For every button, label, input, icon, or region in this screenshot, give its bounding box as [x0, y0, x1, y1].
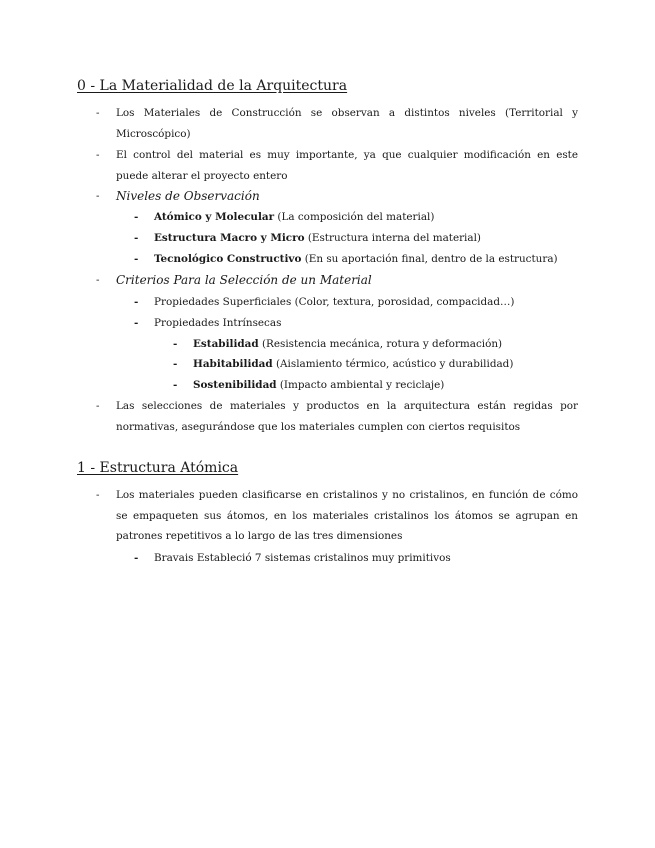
sub-sub-bullet-item: - Estabilidad (Resistencia mecánica, rotura y deformación) [193, 334, 502, 355]
sub-bullet-item: - Estructura Macro y Micro (Estructura interna del material) [154, 228, 481, 249]
bullet-dash: - [96, 190, 100, 202]
bullet-dash: - [173, 358, 178, 370]
bullet-item: - El control del material es muy importante, ya que cualquier modificación en este puede alterar el proyecto entero [116, 145, 578, 186]
sub-bullet-item: - Propiedades Intrínsecas [154, 313, 281, 334]
bullet-item: - Los materiales pueden clasificarse en cristalinos y no cristalinos, en función de cómo se empaqueten sus átomos, en los materiales cristalinos los átomos se agrupan en patrones repetitivos a lo largo de las tres dimensiones [116, 485, 578, 547]
sub-bullet-item: - Atómico y Molecular (La composición del material) [154, 207, 434, 228]
sub-bullet-item: - Tecnológico Constructivo (En su aportación final, dentro de la estructura) [154, 249, 558, 270]
section-0-heading: 0 - La Materialidad de la Arquitectura [77, 78, 348, 94]
bullet-dash: - [134, 211, 139, 223]
bullet-dash: - [134, 296, 139, 308]
bullet-item: - Criterios Para la Selección de un Material [116, 270, 372, 292]
bullet-item: - Los Materiales de Construcción se observan a distintos niveles (Territorial y Microscópico) [116, 103, 578, 144]
sub-bullet-item: - Bravais Estableció 7 sistemas cristalinos muy primitivos [154, 548, 451, 569]
bullet-item: - Niveles de Observación [116, 186, 260, 208]
bullet-dash: - [134, 253, 139, 265]
bullet-dash: - [134, 232, 139, 244]
sub-sub-bullet-item: - Habitabilidad (Aislamiento térmico, acústico y durabilidad) [193, 354, 513, 375]
bullet-dash: - [96, 274, 100, 286]
bullet-dash: - [96, 400, 100, 412]
bullet-dash: - [96, 489, 100, 501]
bullet-item: - Las selecciones de materiales y productos en la arquitectura están regidas por normativas, asegurándose que los materiales cumplen con ciertos requisitos [116, 396, 578, 437]
bullet-dash: - [96, 107, 100, 119]
sub-sub-bullet-item: - Sostenibilidad (Impacto ambiental y reciclaje) [193, 375, 444, 396]
sub-bullet-item: - Propiedades Superficiales (Color, textura, porosidad, compacidad…) [154, 292, 514, 313]
bullet-dash: - [173, 338, 178, 350]
section-1-heading: 1 - Estructura Atómica [77, 460, 239, 476]
bullet-dash: - [96, 149, 100, 161]
bullet-dash: - [173, 379, 178, 391]
bullet-dash: - [134, 317, 139, 329]
bullet-dash: - [134, 552, 139, 564]
